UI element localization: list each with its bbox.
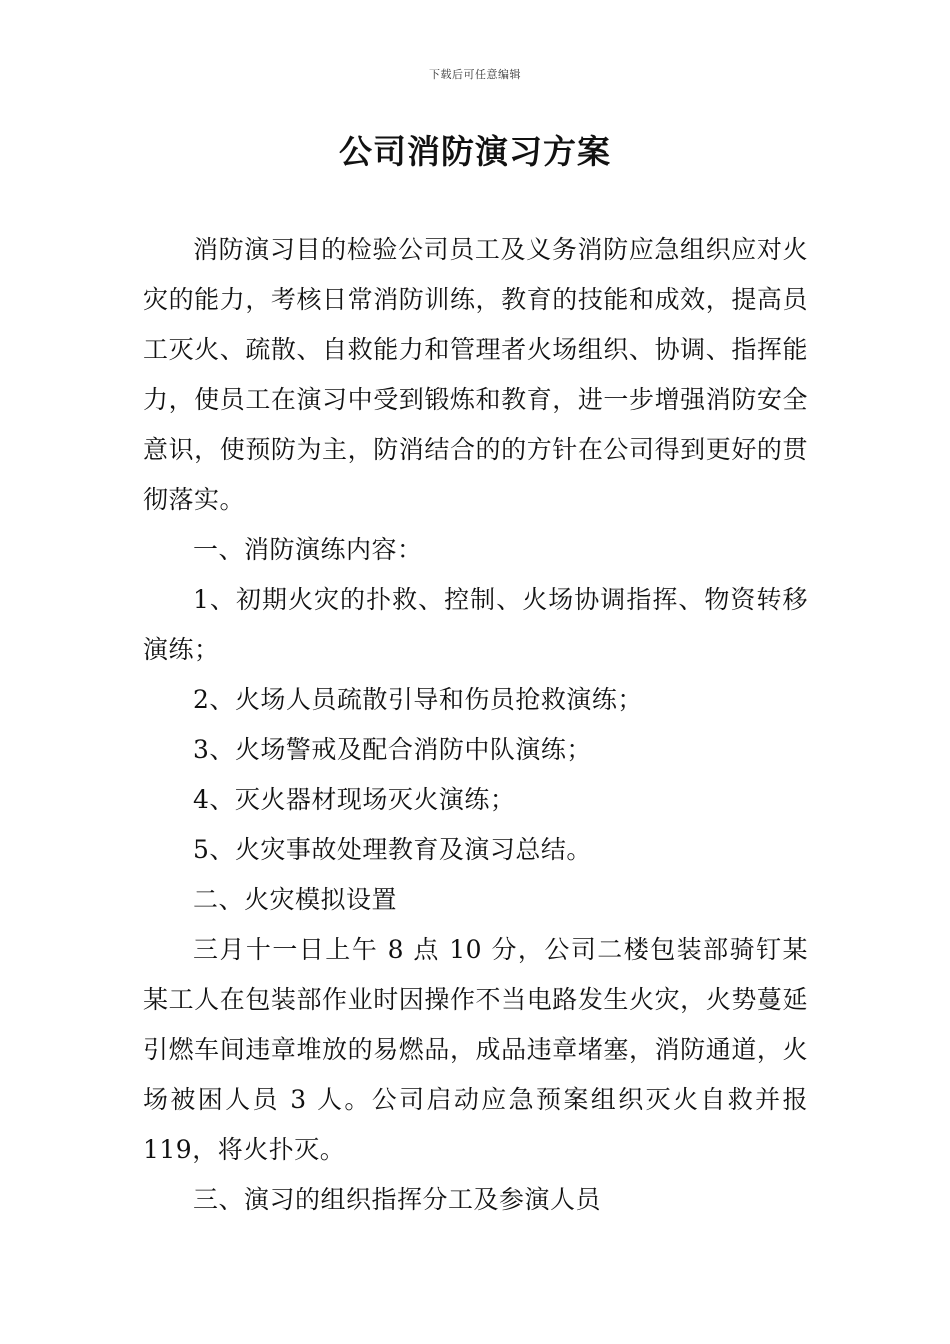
header-note: 下载后可任意编辑 [429,68,521,81]
list-item: 1、初期火灾的扑救、控制、火场协调指挥、物资转移演练； [143,585,808,664]
section-heading-drill-content: 一、消防演练内容： [193,535,423,564]
list-item: 3、火场警戒及配合消防中队演练； [193,735,592,764]
document-body [143,225,808,1225]
list-item: 5、火灾事故处理教育及演习总结。 [193,835,592,864]
list-item: 2、火场人员疏散引导和伤员抢救演练； [193,685,643,714]
paragraph-purpose: 消防演习目的检验公司员工及义务消防应急组织应对火灾的能力，考核日常消防训练，教育的技能和成效，提高员工灭火、疏散、自救能力和管理者火场组织、协调、指挥能力，使员工在演习中受到锻炼和教育，进一步增强消防安全意识，使预防为主，防消结合的的方针在公司得到更好的贯彻落实。 [143,235,808,514]
list-item: 4、灭火器材现场灭火演练； [193,785,516,814]
document-title: 公司消防演习方案 [339,132,611,171]
paragraph-fire-scenario: 三月十一日上午 8 点 10 分，公司二楼包装部骑钉某某工人在包装部作业时因操作不当电路发生火灾，火势蔓延引燃车间违章堆放的易燃品，成品违章堵塞，消防通道，火场被困人员 3 人。公司启动应急预案组织灭火自救并报 119，将火扑灭。 [143,935,808,1164]
section-heading-organization: 三、演习的组织指挥分工及参演人员 [193,1185,602,1214]
section-heading-fire-simulation: 二、火灾模拟设置 [193,885,398,914]
